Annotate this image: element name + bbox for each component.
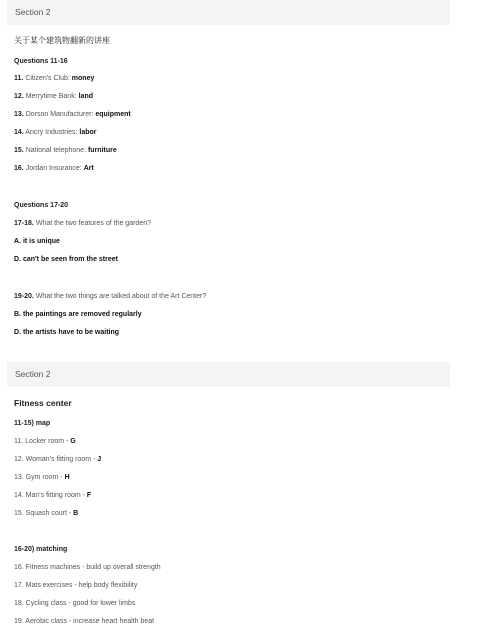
answer-17: A. it is unique	[14, 238, 60, 245]
question-17-18: 17-18. What the two features of the garden?	[14, 220, 151, 227]
section-header-1	[7, 0, 450, 25]
questions-heading-17-20: Questions 17-20	[14, 202, 69, 209]
matching-row-19: 19. Aerobic class - increase heart health beat	[14, 618, 155, 625]
answer-row-14: 14. Ancry Industries: labor	[14, 129, 97, 136]
matching-row-17: 17. Mats exercises - help body flexibility	[14, 582, 138, 589]
section-header-label: Section 2	[15, 369, 51, 379]
map-row-11: 11. Locker room - G	[14, 438, 76, 445]
section-2-title: Fitness center	[14, 398, 72, 408]
section-header-label: Section 2	[15, 7, 51, 17]
map-row-13: 13. Gym room - H	[14, 474, 70, 481]
questions-heading-11-16: Questions 11-16	[14, 58, 68, 65]
answer-row-13: 13. Dorson Manufacturer: equipment	[14, 111, 131, 118]
matching-row-18: 18. Cycling class - good for lower limbs	[14, 600, 136, 607]
answer-row-15: 15. National telephone: furniture	[14, 147, 117, 154]
map-row-15: 15. Squash court - B	[14, 510, 79, 517]
answer-row-11: 11. Citizen's Club: money	[14, 75, 95, 82]
matching-row-16: 16. Fitness machines - build up overall strength	[14, 564, 161, 571]
answer-19: B. the paintings are removed regularly	[14, 311, 142, 318]
map-row-14: 14. Man's fitting room - F	[14, 492, 92, 499]
answer-20: D. the artists have to be waiting	[14, 329, 120, 336]
answer-row-12: 12. Merrytime Bank: land	[14, 93, 93, 100]
map-row-12: 12. Woman's fitting room - J	[14, 456, 102, 463]
questions-heading-matching: 16-20) matching	[14, 546, 68, 553]
section-1-title: 关于某个建筑物翻新的讲座	[14, 36, 110, 45]
questions-heading-map: 11-15) map	[14, 420, 51, 427]
section-header-2	[7, 362, 450, 387]
question-19-20: 19-20. What the two things are talked about of the Art Center?	[14, 293, 207, 300]
answer-18: D. can't be seen from the street	[14, 256, 118, 263]
answer-row-16: 16. Jordan Insurance: Art	[14, 165, 94, 172]
